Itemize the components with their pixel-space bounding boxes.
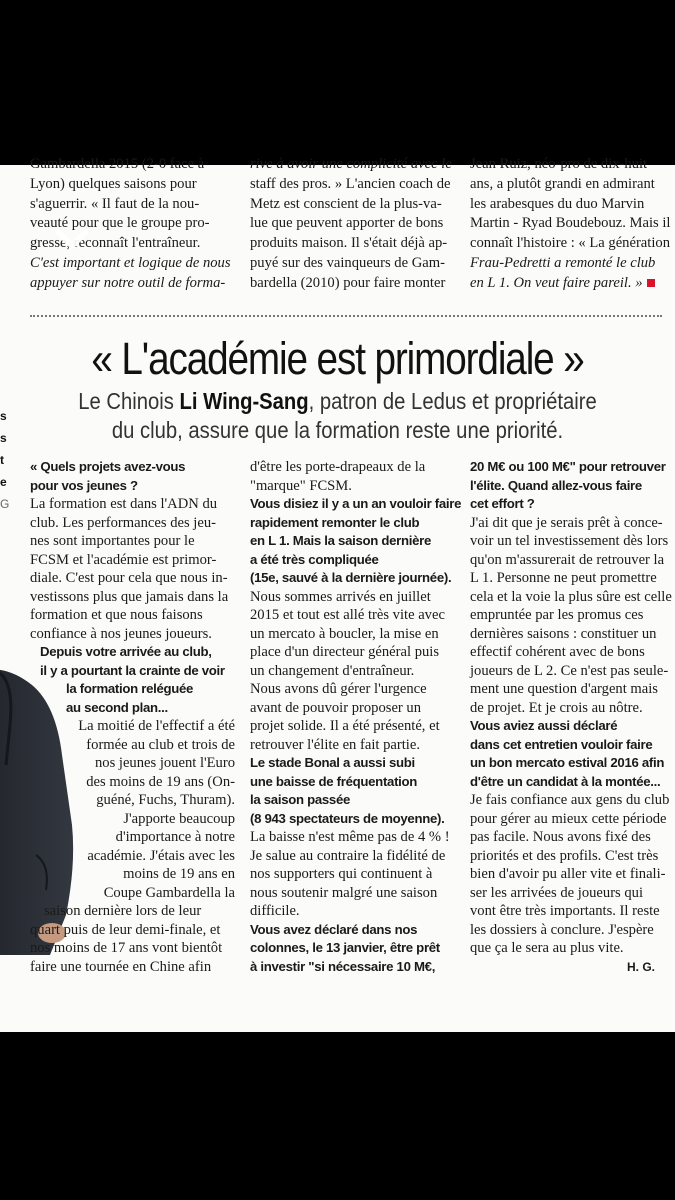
answer-line: projet solide. Il a été présenté, et: [250, 718, 440, 734]
answer-line: guéné, Fuchs, Thuram).: [96, 792, 235, 808]
answer-line: moins de 19 ans en: [123, 866, 235, 882]
answer-line: nos jeunes jouent l'Euro: [94, 755, 235, 771]
text-line: ans, a plutôt grandi en admirant: [470, 175, 655, 192]
answer-line: cela et la voie la plus sûre est celle: [470, 588, 672, 605]
answer-line: Nous avons dû gérer l'urgence: [250, 681, 427, 697]
answer-line: ment une question d'argent mais: [470, 681, 658, 697]
answer-line: confiance à nos jeunes joueurs.: [30, 625, 212, 642]
question-line: d'être un candidat à la montée...: [470, 773, 661, 789]
answer-line: de projet. Et je crois au nôtre.: [470, 699, 643, 716]
text-line: Lyon) quelques saisons pour: [30, 175, 197, 192]
answer-line: difficile.: [250, 903, 300, 919]
answer-line: faire une tournée en Chine afin: [30, 958, 212, 975]
question-line: colonnes, le 13 janvier, être prêt: [250, 940, 440, 955]
answer-line: effectif cohérent avec de bons: [470, 644, 645, 660]
answer-line: empruntée par les promus ces: [470, 607, 644, 623]
answer-line: Nous sommes arrivés en juillet: [250, 588, 431, 605]
newspaper-page: [0, 156, 675, 1032]
text-line: Martin - Ryad Boudebouz. Mais il: [470, 215, 671, 232]
answer-line: formation et que nous faisons: [30, 607, 203, 623]
answer-line: place d'un directeur général puis: [250, 644, 440, 660]
answer-line: priorités et des profils. C'est très: [470, 847, 659, 864]
text-line: produits maison. Il s'était déjà ap-: [250, 235, 448, 252]
answer-line: que ça le sera au plus vite.: [470, 940, 624, 956]
text-line: les arabesques du duo Marvin: [470, 195, 645, 212]
question-line: à investir "si nécessaire 10 M€,: [250, 958, 436, 974]
answer-line: joueurs de L 2. Ce n'est pas seule-: [470, 662, 669, 679]
question-line: « Quels projets avez-vous: [30, 459, 186, 474]
deck-line2: du club, assure que la formation reste une priorité.: [111, 417, 564, 443]
question-line: Vous aviez aussi déclaré: [470, 718, 618, 733]
headline: « L'académie est primordiale »: [91, 333, 584, 384]
question-line: dans cet entretien vouloir faire: [470, 736, 653, 752]
text-line: puyé sur des vainqueurs de Gam-: [250, 254, 445, 271]
answer-line: La baisse n'est même pas de 4 % !: [250, 829, 450, 845]
question-line: en L 1. Mais la saison dernière: [250, 533, 432, 548]
answer-line: voir un tel investissement dès lors: [470, 533, 669, 549]
answer-line: "marque" FCSM.: [250, 477, 352, 494]
question-line: un bon mercato estival 2016 afin: [470, 755, 665, 770]
question-line: 20 M€ ou 100 M€" pour retrouver: [470, 459, 666, 474]
top-column-3-text: [470, 155, 671, 294]
question-line: Depuis votre arrivée au club,: [40, 644, 212, 659]
question-line: il y a pourtant la crainte de voir: [40, 662, 225, 678]
question-line: cet effort ?: [470, 496, 535, 511]
answer-line: académie. J'étais avec les: [87, 847, 235, 864]
answer-line: formée au club et trois de: [86, 736, 235, 753]
answer-line: Je fais confiance aux gens du club: [470, 792, 670, 808]
end-of-article-square: [647, 279, 655, 287]
answer-line: vont être très importants. Il reste: [470, 903, 660, 919]
question-line: Le stade Bonal a aussi subi: [250, 755, 415, 770]
answer-line: un changement d'entraîneur.: [250, 662, 415, 679]
left-edge-letter: G: [0, 497, 10, 511]
question-line: la formation reléguée: [66, 681, 194, 696]
answer-line: pas facile. Nous avons fixé des: [470, 829, 651, 845]
answer-line: diale. C'est pour cela que nous in-: [30, 570, 228, 586]
answer-line: nos supporters qui continuent à: [250, 866, 433, 882]
answer-line: La formation est dans l'ADN du: [30, 496, 218, 512]
body-column-3-text: [470, 458, 672, 958]
question-line: l'élite. Quand allez-vous faire: [470, 477, 642, 493]
left-edge-fragment: [0, 405, 12, 515]
chevron-down-icon[interactable]: [52, 220, 92, 260]
answer-line: 2015 et tout est allé très vite avec: [250, 607, 445, 623]
text-line: gresse, reconnaît l'entraîneur.: [30, 235, 201, 252]
answer-line: saison dernière lors de leur: [44, 903, 202, 919]
deck: [41, 387, 635, 445]
text-line: en L 1. On veut faire pareil. »: [470, 274, 655, 294]
deck-name: Li Wing-Sang: [179, 388, 309, 414]
left-edge-letter: e: [0, 475, 7, 489]
answer-line: ser les arrivées de joueurs qui: [470, 884, 644, 901]
answer-line: bien d'avoir pu aller vite et finali-: [470, 866, 666, 882]
answer-line: L 1. Personne ne peut promettre: [470, 570, 657, 586]
answer-line: retrouver l'élite en fait partie.: [250, 736, 420, 753]
answer-line: un mercato à boucler, la mise en: [250, 625, 439, 642]
answer-line: vestissons plus que jamais dans la: [30, 588, 229, 605]
left-edge-letter: t: [0, 453, 4, 467]
top-column-2: [250, 155, 450, 294]
text-line: C'est important et logique de nous: [30, 254, 231, 271]
signature: H. G.: [626, 959, 655, 974]
answer-line: Je salue au contraire la fidélité de: [250, 847, 446, 864]
question-line: (8 943 spectateurs de moyenne).: [250, 810, 445, 826]
text-line: Gambardella 2015 (2-0 face à: [30, 156, 205, 172]
question-line: une baisse de fréquentation: [250, 773, 418, 789]
answer-line: club. Les performances des jeu-: [30, 514, 216, 531]
text-line: Frau-Pedretti a remonté le club: [470, 254, 656, 271]
answer-line: J'ai dit que je serais prêt à conce-: [470, 514, 663, 531]
question-line: au second plan...: [66, 699, 168, 715]
answer-line: d'être les porte-drapeaux de la: [250, 459, 426, 475]
deck-before: Le Chinois: [78, 388, 180, 414]
left-edge-letter: s: [0, 431, 7, 445]
answer-line: les dossiers à conclure. J'espère: [470, 921, 654, 938]
answer-line: quart puis de leur demi-finale, et: [30, 921, 221, 938]
question-line: rapidement remonter le club: [250, 514, 420, 530]
section-separator: [30, 315, 662, 317]
body-column-2-text: [250, 458, 462, 976]
answer-line: d'importance à notre: [115, 829, 235, 845]
text-line: connaît l'histoire : « La génération: [470, 235, 670, 252]
answer-line: dernières saisons : constituer un: [470, 625, 657, 642]
top-column-2-text: [250, 155, 450, 294]
question-line: a été très compliquée: [250, 551, 379, 567]
body-column-1-text: [30, 458, 235, 976]
answer-line: La moitié de l'effectif a été: [78, 718, 235, 734]
body-column-2: [250, 458, 462, 976]
text-line: Metz est conscient de la plus-va-: [250, 195, 442, 212]
left-edge-letter: s: [0, 409, 7, 423]
text-line: rive à avoir une complicité avec le: [250, 156, 452, 172]
text-line: Jean Ruiz, néo-pro de dix-huit: [470, 156, 648, 172]
answer-line: Coupe Gambardella la: [103, 884, 235, 901]
text-line: s'aguerrir. « Il faut de la nou-: [30, 195, 200, 212]
answer-line: pour gérer au mieux cette période: [470, 810, 667, 827]
answer-line: FCSM et l'académie est primor-: [30, 551, 217, 568]
text-line: staff des pros. » L'ancien coach de: [250, 175, 451, 192]
answer-line: nous soutenir malgré une saison: [250, 884, 438, 901]
deck-after: , patron de Ledus et propriétaire: [308, 388, 597, 414]
text-line: lue que peuvent apporter de bons: [250, 215, 444, 232]
question-line: la saison passée: [250, 792, 351, 807]
answer-line: nes sont importantes pour le: [30, 533, 195, 549]
question-line: (15e, sauvé à la dernière journée).: [250, 570, 452, 585]
top-column-3: [470, 155, 671, 294]
question-line: Vous disiez il y a un an vouloir faire: [250, 496, 462, 511]
answer-line: nos moins de 17 ans vont bientôt: [30, 940, 223, 956]
body-column-3: [470, 458, 672, 976]
text-line: veauté pour que le groupe pro-: [30, 215, 210, 232]
answer-line: avant de pouvoir proposer un: [250, 699, 422, 716]
question-line: pour vos jeunes ?: [30, 477, 138, 493]
question-line: Vous avez déclaré dans nos: [250, 921, 418, 937]
text-line: bardella (2010) pour faire monter: [250, 274, 446, 291]
body-column-1: [30, 458, 235, 976]
text-line: appuyer sur notre outil de forma-: [30, 274, 226, 291]
answer-line: des moins de 19 ans (On-: [86, 773, 235, 790]
answer-line: qu'on m'assurerait de retrouver la: [470, 551, 665, 568]
answer-line: J'apporte beaucoup: [123, 810, 235, 827]
